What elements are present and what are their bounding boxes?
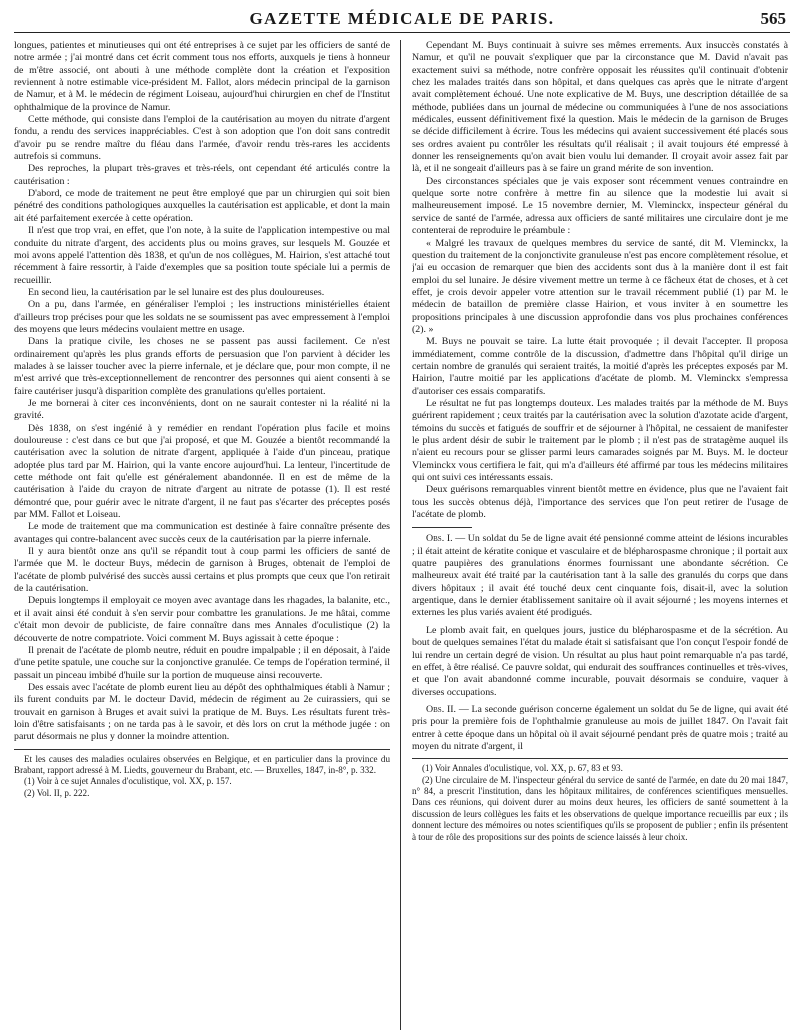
column-rule [400,40,401,1030]
paragraph: Dans la pratique civile, les choses ne se passent pas aussi facilement. Ce n'est ordinairement qu'après les plus grands efforts de persuasion que l'on parvient à décider les malades à se laisser toucher avec la pierre infernale, et je déclare que, pour mon compte, il ne m'est arrivé que très-exceptionnellement de rencontrer des personnes qui aient consenti à se faire cautériser jusqu'à disparition complète des granulations qu'elles portaient. [14,336,390,397]
observation-text: — La seconde guérison concerne également un soldat du 5e de ligne, qui avait été pris pour la première fois de l'ophthalmie granuleuse au mois de juillet 1847. On l'avait fait entrer à cette époque dans un hôpital où il avait séjourné pendant près de quatre mois ; traité au moyen du nitrate d'argent, il [412,703,788,752]
footnote: (1) Voir à ce sujet Annales d'oculistique, vol. XX, p. 157. [24,776,232,787]
paragraph: D'abord, ce mode de traitement ne peut être employé que par un chirurgien qui soit bien pénétré des conditions pathologiques auxquelles la cautérisation est applicable, et dont la main ait été parfaitement exercée à cette opération. [14,188,390,224]
paragraph: Le résultat ne fut pas longtemps douteux. Les malades traités par la méthode de M. Buys guérirent rapidement ; ceux traités par la cautérisation avec la solution d'azotate acide d'argent, témoins du succès et fatigués de souffrir et de séjourner à l'hôpital, ne cessaient de manifester le plus ardent désir de subir le traitement par le plomb ; il n'est pas de stratagème auquel ils n'aient eu recours pour se glisser parmi leurs camarades soignés par M. Buys. M. le docteur Vleminckx vous certifiera le fait, qui m'a d'ailleurs été affirmé par tous les médecins militaires qui ont suivi ces intéressants essais. [412,397,788,484]
paragraph: longues, patientes et minutieuses qui ont été entreprises à ce sujet par les officiers de santé de notre armée ; j'ai montré dans cet écrit comment tous nos efforts, auxquels je tiens à honneur de m'être associé, ont abouti à une méthode complète dont la création et l'exposition reviennent à notre estimable vice-président M. Fallot, alors médecin principal de la garnison de Namur, et à M. le médecin de régiment Loiseau, aujourd'hui chirurgien en chef de l'Institut ophthalmique de la province de Namur. [14,40,390,113]
section-divider [412,527,472,528]
paragraph: Cette méthode, qui consiste dans l'emploi de la cautérisation au moyen du nitrate d'argent fondu, a rendu des services inappréciables. C'est à son adoption que l'on doit sans contredit d'avoir pu se rendre maître du fléau dans l'armée, d'avoir rendu très-rares les accidents autrefois si communs. [14,114,390,163]
paragraph: Depuis longtemps il employait ce moyen avec avantage dans les rhagades, la balanite, etc., et il avait ainsi été conduit à s'en servir pour combattre les granulations. Je me hâtai, comme c'était mon devoir de publiciste, de faire connaître dans mes Annales d'oculistique (2) la découverte de notre compatriote. Voici comment M. Buys agissait à cette époque : [14,595,390,644]
footnotes-left [14,754,390,800]
footnote: Et les causes des maladies oculaires observées en Belgique, et en particulier dans la province du Brabant, rapport adressé à M. Liedts, gouverneur du Brabant, etc. — Bruxelles, 1847, in-8°, p. 332. [14,753,390,775]
observation-text: Le plomb avait fait, en quelques jours, justice du blépharospasme et de la sécrétion. Au bout de quelques semaines l'état du malade était si satisfaisant que l'on conçut l'espoir fondé de lui rendre un certain degré de vision. Un résultat au plus haut point remarquable n'a pas tardé, en effet, à être réalisé. Ce pauvre soldat, qui endurait des souffrances continuelles et très-vives, et que l'on avait abandonné comme incurable, pouvait désormais se conduire, vaquer à diverses occupations. [412,624,788,698]
footnote-divider [14,749,390,750]
paragraph: Il prenait de l'acétate de plomb neutre, réduit en poudre impalpable ; il en déposait, à l'aide d'une petite spatule, une couche sur la conjonctive granulée. Ce temps de l'opération terminé, il passait un pinceau imbibé d'huile sur la portion de muqueuse ainsi recouverte. [14,644,390,681]
right-column [412,40,788,1030]
page-number: 565 [760,9,786,28]
paragraph: En second lieu, la cautérisation par le sel lunaire est des plus douloureuses. [28,286,325,298]
observation [412,625,788,699]
paragraph: Il y aura bientôt onze ans qu'il se répandit tout à coup parmi les officiers de santé de l'armée que M. le docteur Buys, médecin de garnison à Bruges, obtenait de l'emploi de l'acétate de plomb pulvérisé des succès aussi certains et plus prompts que ceux que l'on retirait de la cautérisation. [14,546,390,595]
text-columns [14,40,790,1030]
footnote-divider [412,758,788,759]
paragraph: Deux guérisons remarquables vinrent bientôt mettre en évidence, plus que ne l'avaient fait tous les succès obtenus déjà, l'importance des services que l'on peut retirer de l'usage de l'acétate de plomb. [412,484,788,521]
journal-title: GAZETTE MÉDICALE DE PARIS. [249,9,555,28]
newspaper-page [14,6,790,1030]
paragraph: « Malgré les travaux de quelques membres du service de santé, dit M. Vleminckx, la question du traitement de la conjonctivite granuleuse n'est pas encore complètement résolue, et j'ai eu occasion de remarquer que bien des accidents sont dus à la manière dont il est fait emploi du sel lunaire. Je désire vivement mettre un terme à ce fâcheux état de choses, et à cet effet, je crois devoir appeler votre attention sur le travail récemment publié (1) par M. le médecin de bataillon de première classe Hairion, et vous inviter à en soumettre les propositions principales à une discussion approfondie dans vos plus prochaines conférences (2). » [412,237,788,335]
observation [412,704,788,753]
paragraph: Dès 1838, on s'est ingénié à y remédier en rendant l'opération plus facile et moins douloureuse : c'est dans ce but que j'ai proposé, et que M. Gouzée a bientôt recommandé la cautérisation avec la solution de nitrate d'argent, appliquée à l'aide d'un pinceau, pratique adoptée plus tard par M. Hairion, qui la vante encore aujourd'hui. La lenteur, l'incertitude de cette méthode ont fait qu'elle est généralement abandonnée. Il en est de même de la cautérisation à l'aide du crayon de nitrate d'argent au nitrate de potasse (1). Il est resté démontré que, pour guérir avec le nitrate d'argent, il ne faut pas s'écarter des préceptes posés par MM. Fallot et Loiseau. [14,422,390,521]
paragraph: M. Buys ne pouvait se taire. La lutte était provoquée ; il devait l'accepter. Il proposa immédiatement, comme contrôle de la discussion, d'admettre dans l'hôpital qu'il dirige un certain nombre de granulés qui seraient traités, la moitié d'après les préceptes exposés par M. Hairion, l'autre moitié par les applications d'acétate de plomb. M. Vleminckx s'empressa d'autoriser ces essais comparatifs. [412,336,788,397]
paragraph: Le mode de traitement que ma communication est destinée à faire connaître présente des avantages qui contre-balancent avec succès ceux de la cautérisation par la pierre infernale. [14,521,390,545]
paragraph: Des reproches, la plupart très-graves et très-réels, ont cependant été articulés contre la cautérisation : [14,163,390,187]
observation-label: Obs. II. [426,703,457,715]
footnote: (2) Une circulaire de M. l'inspecteur général du service de santé de l'armée, en date du 20 mai 1847, n° 84, a prescrit l'institution, dans les hôpitaux militaires, de conférences scientifiques mensuelles. Dans ces réunions, qui doivent durer au moins deux heures, les officiers de santé soumettent à la discussion de leurs collègues les faits et les observations de quelque importance recueillis par eux ; ils donnent lecture des mémoires ou notes scientifiques qu'ils se proposent de publier ; enfin ils présentent à tour de rôle des propositions sur des points de science laissés à leur choix. [412,774,788,842]
footnotes-right [412,763,788,843]
observation-label: Obs. I. [426,533,453,545]
paragraph: Cependant M. Buys continuait à suivre ses mêmes errements. Aux insuccès constatés à Namur, et qu'il ne pouvait s'expliquer que par la circonstance que M. David n'avait pas exactement suivi sa méthode, notre confrère opposait les réussites qu'il continuait d'obtenir chez les malades traités dans son hôpital, et dans quelques cas après que le nitrate d'argent avait complètement échoué. Une note explicative de M. Buys, une description détaillée de sa méthode, publiées dans un journal de médecine ou communiquées à l'une de nos associations médicales, eussent définitivement fixé la question. Mais le médecin de la garnison de Bruges se décide difficilement à écrire. Tous les médecins qui avaient successivement été placés sous ses ordres avaient pu contrôler les résultats qu'il réalisait ; il avait toujours été empressé à donner les renseignements qu'on avait bien voulu lui demander. Il croyait avoir assez fait par là, et il ne songeait d'ailleurs pas à se faire un grand mérite de son invention. [412,40,788,175]
footnote: (1) Voir Annales d'oculistique, vol. XX, p. 67, 83 et 93. [422,763,623,774]
paragraph: Je me bornerai à citer ces inconvénients, dont on ne saurait contester ni la réalité ni la gravité. [14,397,390,422]
paragraph: Des essais avec l'acétate de plomb eurent lieu au dépôt des ophthalmiques établi à Namur ; ils furent conduits par M. le docteur David, médecin de régiment au 2e cuirassiers, qui se trouvait en garnison à Bruges et avait suivi la pratique de M. Buys. Les résultats furent très-loin d'être satisfaisants ; on ne tarda pas à le savoir, et dès lors on crut la méthode jugée : on parut désormais ne plus y donner la moindre attention. [14,681,390,743]
paragraph: Il n'est que trop vrai, en effet, que l'on note, à la suite de l'application intempestive ou mal conduite du nitrate d'argent, des accidents plus ou moins graves, sur lesquels M. Gouzée et moi avons appelé l'attention dès 1838, et qu'un de nos collègues, M. Hairion, s'est attaché tout récemment à faire ressortir, à l'aide d'exemples que sa position toute spéciale lui a permis de recueillir. [14,225,390,286]
footnote: (2) Vol. II, p. 222. [24,787,90,798]
paragraph: On a pu, dans l'armée, en généraliser l'emploi ; les instructions ministérielles étaient d'ailleurs trop précises pour que les soldats ne se soumissent pas avec empressement à l'emploi des moyens que leurs médecins voulaient mettre en usage. [14,299,390,335]
observation [412,533,788,619]
page-header [14,6,790,33]
left-column [14,40,390,1030]
observation-text: — Un soldat du 5e de ligne avait été pensionné comme atteint de lésions incurables ; il était atteint de kératite conique et vasculaire et de blépharospasme chronique ; il portait aux quatre paupières des granulations énormes fournissant une abondante sécrétion. Ce malheureux avait été traité par la cautérisation tant à la salle des granulés du corps que dans divers hôpitaux ; il avait été touché deux cent cinquante fois, disait-il, avec la solution argentique, dans le dernier établissement sanitaire où il avait séjourné ; les moyens internes et externes les plus variés avaient été prodigués. [412,533,788,619]
paragraph: Des circonstances spéciales que je vais exposer sont récemment venues contraindre en quelque sorte notre confrère à mettre fin au silence que la modestie lui avait si malheureusement imposé. Le 15 novembre dernier, M. Vleminckx, inspecteur général du service de santé de l'armée, adressa aux officiers de santé militaires une circulaire dont je me contenterai de reproduire le préambule : [412,175,788,237]
